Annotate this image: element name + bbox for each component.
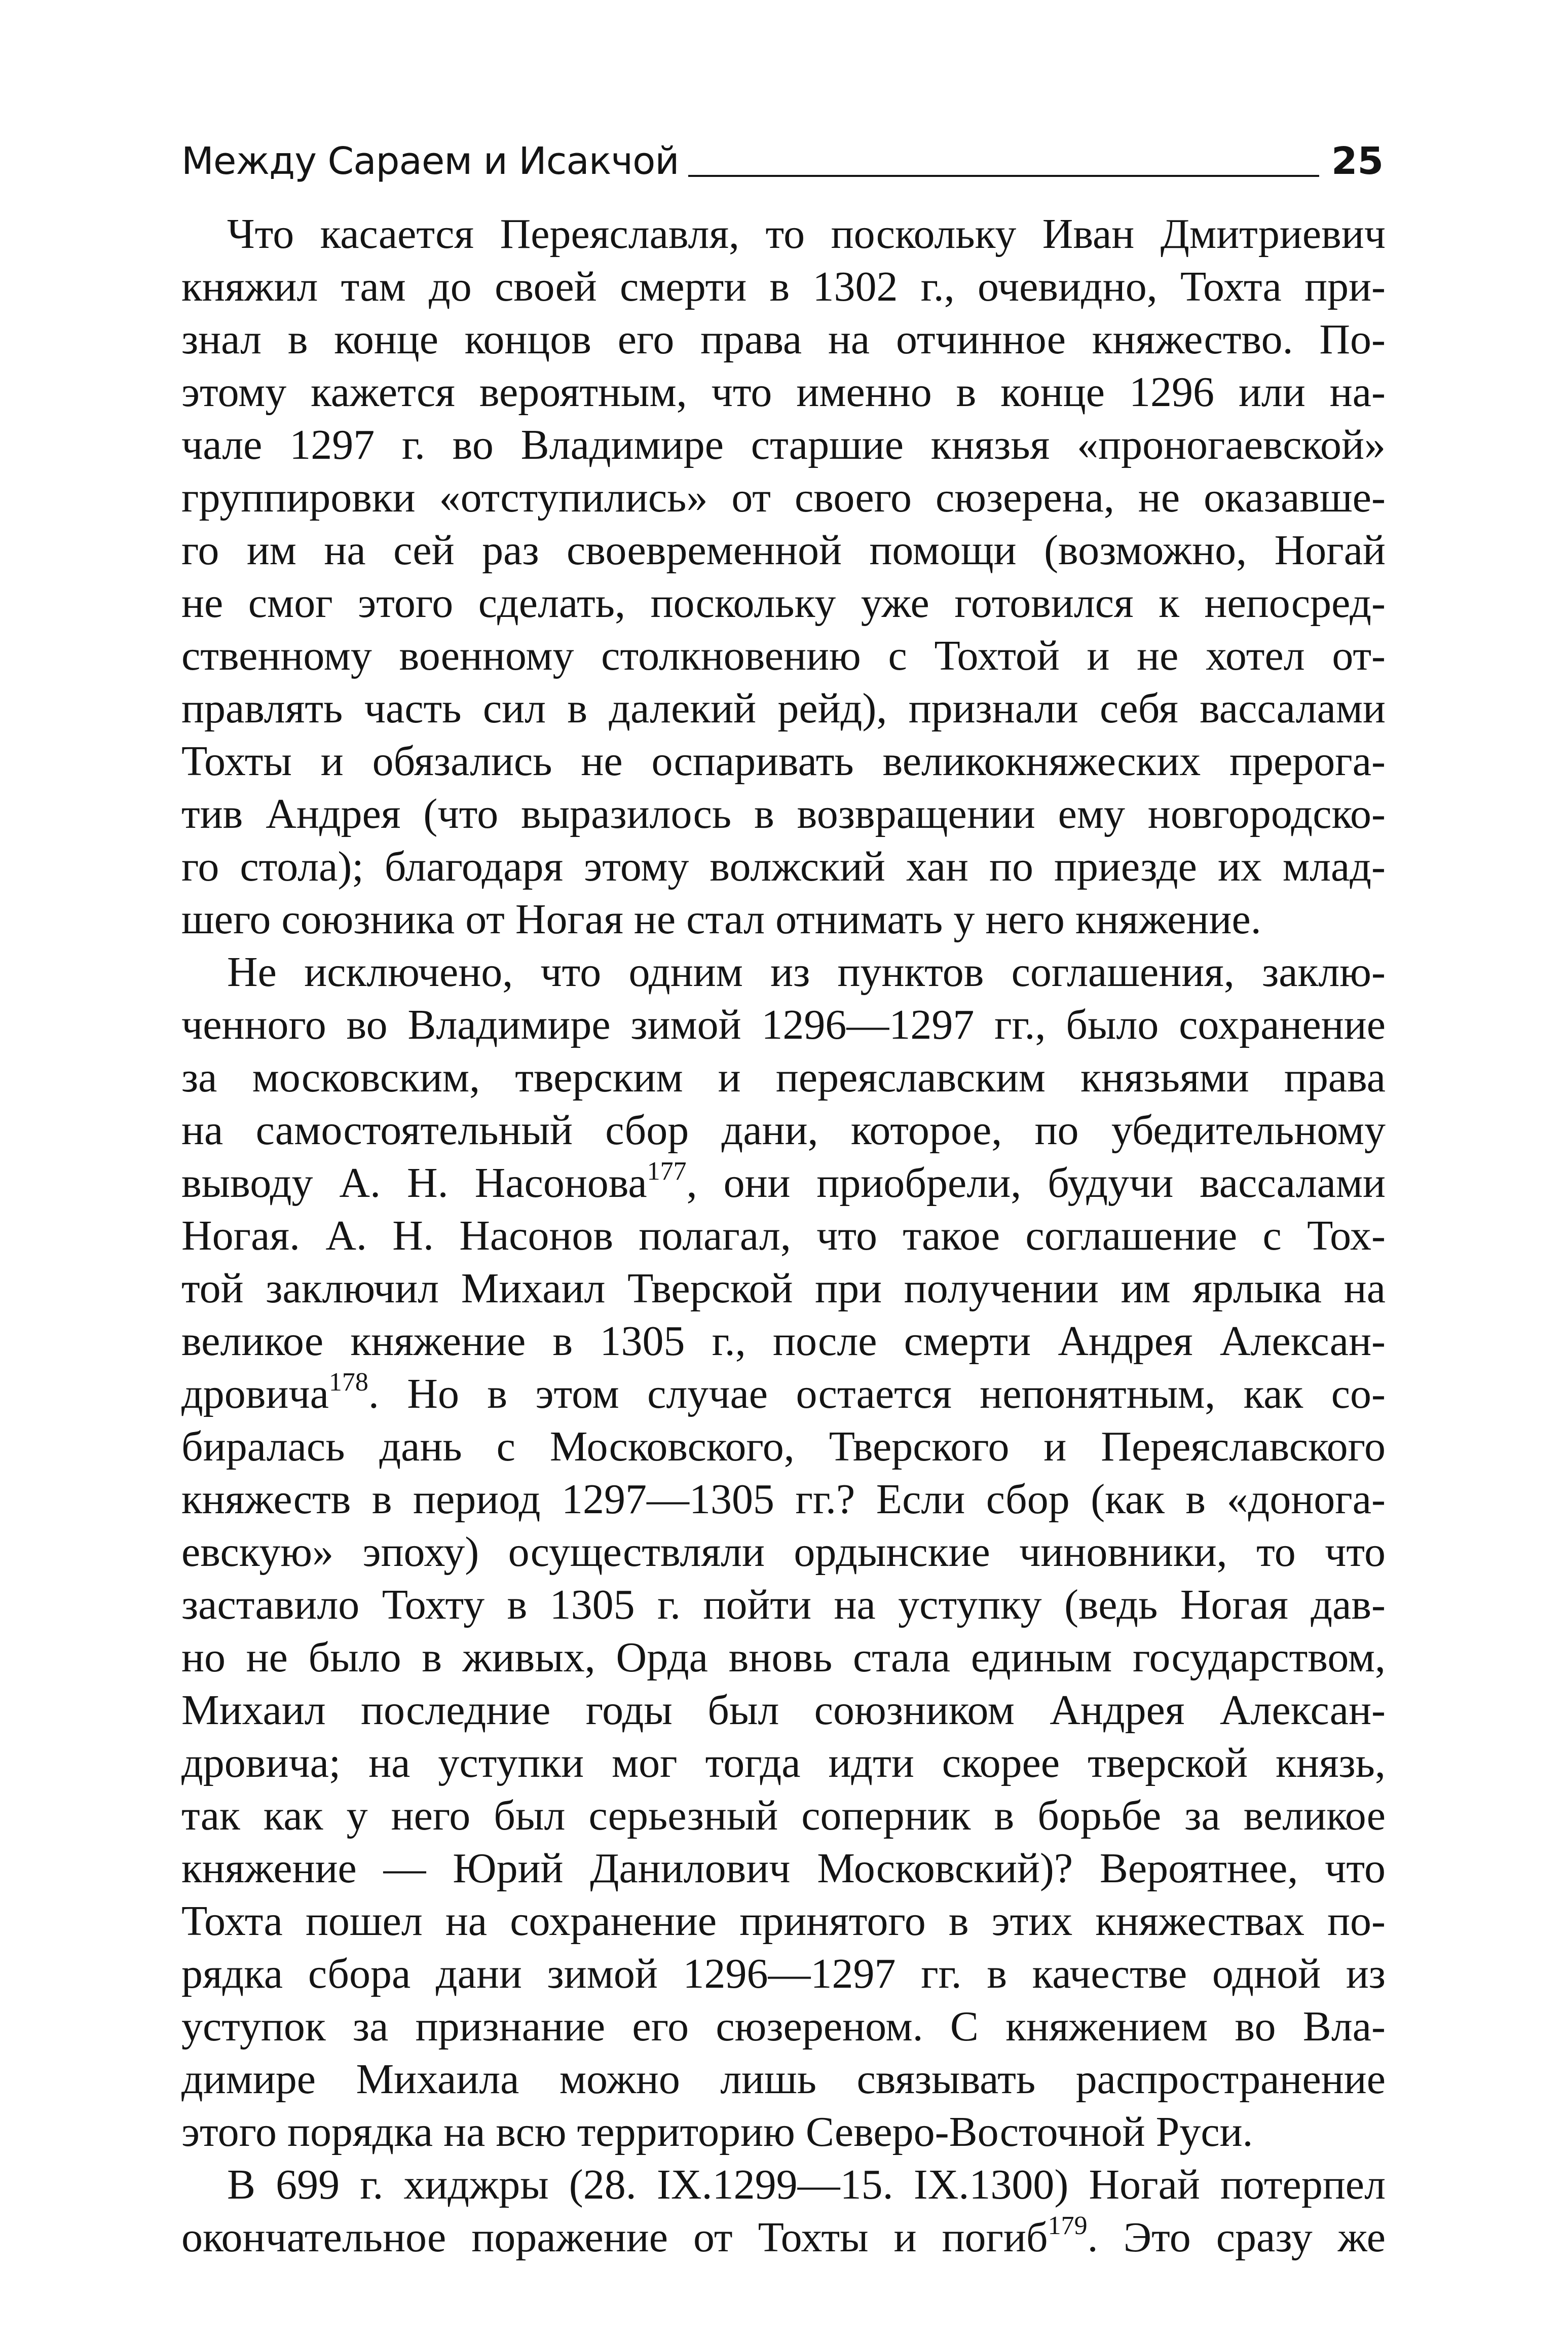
- text-line: этому кажется вероятным, что именно в конце 1296 или на-: [181, 369, 1386, 416]
- text-line: шего союзника от Ногая не стал отнимать у него княжение.: [181, 896, 1261, 943]
- text-line: уступок за признание его сюзереном. С княжением во Вла-: [181, 2003, 1386, 2050]
- footnote-ref-177: 177: [647, 1157, 687, 1186]
- text-line: димире Михаила можно лишь связывать распространение: [181, 2056, 1386, 2103]
- text-line: чале 1297 г. во Владимире старшие князья «проногаевской»: [181, 421, 1386, 468]
- text-line: княжил там до своей смерти в 1302 г., очевидно, Тохта при-: [181, 263, 1386, 310]
- paragraph-1: [181, 208, 1386, 946]
- text-segment: , они приобрели, будучи вассалами: [686, 1159, 1386, 1207]
- text-line: заставило Тохту в 1305 г. пойти на уступку (ведь Ногая дав-: [181, 1581, 1386, 1628]
- header-rule: [688, 175, 1319, 177]
- text-line-with-footnote: [181, 2211, 1386, 2264]
- text-line: за московским, тверским и переяславским князьями права: [181, 1054, 1386, 1101]
- text-line: ственному военному столкновению с Тохтой и не хотел от-: [181, 632, 1386, 679]
- text-line: великое княжение в 1305 г., после смерти Андрея Алексан-: [181, 1318, 1386, 1365]
- text-segment: . Но в этом случае остается непонятным, как со-: [368, 1370, 1386, 1417]
- text-line-with-footnote: [181, 1368, 1386, 1420]
- text-line: В 699 г. хиджры (28. IX.1299—15. IX.1300) Ногай потерпел: [227, 2161, 1386, 2208]
- body-text: [181, 208, 1386, 2264]
- text-line: Ногая. А. Н. Насонов полагал, что такое соглашение с Тох-: [181, 1212, 1386, 1259]
- text-line: знал в конце концов его права на отчинное княжество. По-: [181, 316, 1386, 363]
- text-segment: дровича: [181, 1370, 329, 1417]
- text-line: так как у него был серьезный соперник в борьбе за великое: [181, 1792, 1386, 1839]
- text-line: группировки «отступились» от своего сюзерена, не оказавше-: [181, 474, 1386, 521]
- text-line: но не было в живых, Орда вновь стала единым государством,: [181, 1634, 1386, 1681]
- text-line: рядка сбора дани зимой 1296—1297 гг. в качестве одной из: [181, 1950, 1386, 1997]
- text-segment: . Это сразу же: [1087, 2214, 1386, 2261]
- text-line: евскую» эпоху) осуществляли ордынские чиновники, то что: [181, 1528, 1386, 1576]
- footnote-ref-178: 178: [328, 1368, 368, 1397]
- text-line: Тохты и обязались не оспаривать великокняжеских прерога-: [181, 738, 1386, 785]
- text-line: ченного во Владимире зимой 1296—1297 гг., было сохранение: [181, 1001, 1386, 1048]
- text-line: княжение — Юрий Данилович Московский)? Вероятнее, что: [181, 1845, 1386, 1892]
- text-line: Михаил последние годы был союзником Андрея Алексан-: [181, 1687, 1386, 1734]
- page-number: 25: [1331, 139, 1384, 183]
- text-line: го им на сей раз своевременной помощи (возможно, Ногай: [181, 527, 1386, 574]
- text-line: Тохта пошел на сохранение принятого в этих княжествах по-: [181, 1897, 1386, 1945]
- text-line: на самостоятельный сбор дани, которое, по убедительному: [181, 1107, 1386, 1154]
- text-line-with-footnote: [181, 1157, 1386, 1210]
- text-line: той заключил Михаил Тверской при получении им ярлыка на: [181, 1265, 1386, 1312]
- paragraph-3: [181, 2159, 1386, 2264]
- text-line: дровича; на уступки мог тогда идти скорее тверской князь,: [181, 1739, 1386, 1786]
- running-header: [181, 124, 1384, 183]
- text-line: тив Андрея (что выразилось в возвращении ему новгородско-: [181, 790, 1386, 837]
- text-segment: окончательное поражение от Тохты и погиб: [181, 2214, 1048, 2261]
- text-line: биралась дань с Московского, Тверского и Переяславского: [181, 1423, 1386, 1470]
- text-line: не смог этого сделать, поскольку уже готовился к непосред-: [181, 579, 1386, 627]
- text-line: правлять часть сил в далекий рейд), признали себя вассалами: [181, 685, 1386, 732]
- text-line: княжеств в период 1297—1305 гг.? Если сбор (как в «донога-: [181, 1476, 1386, 1523]
- text-line: этого порядка на всю территорию Северо-Восточной Руси.: [181, 2108, 1253, 2155]
- text-segment: выводу А. Н. Насонова: [181, 1159, 647, 1207]
- paragraph-2: [181, 946, 1386, 2159]
- footnote-ref-179: 179: [1048, 2211, 1088, 2240]
- text-line: Не исключено, что одним из пунктов соглашения, заклю-: [227, 948, 1386, 996]
- running-title: Между Сараем и Исакчой: [181, 139, 679, 183]
- text-line: Что касается Переяславля, то поскольку Иван Дмитриевич: [227, 210, 1386, 258]
- text-line: го стола); благодаря этому волжский хан по приезде их млад-: [181, 843, 1386, 890]
